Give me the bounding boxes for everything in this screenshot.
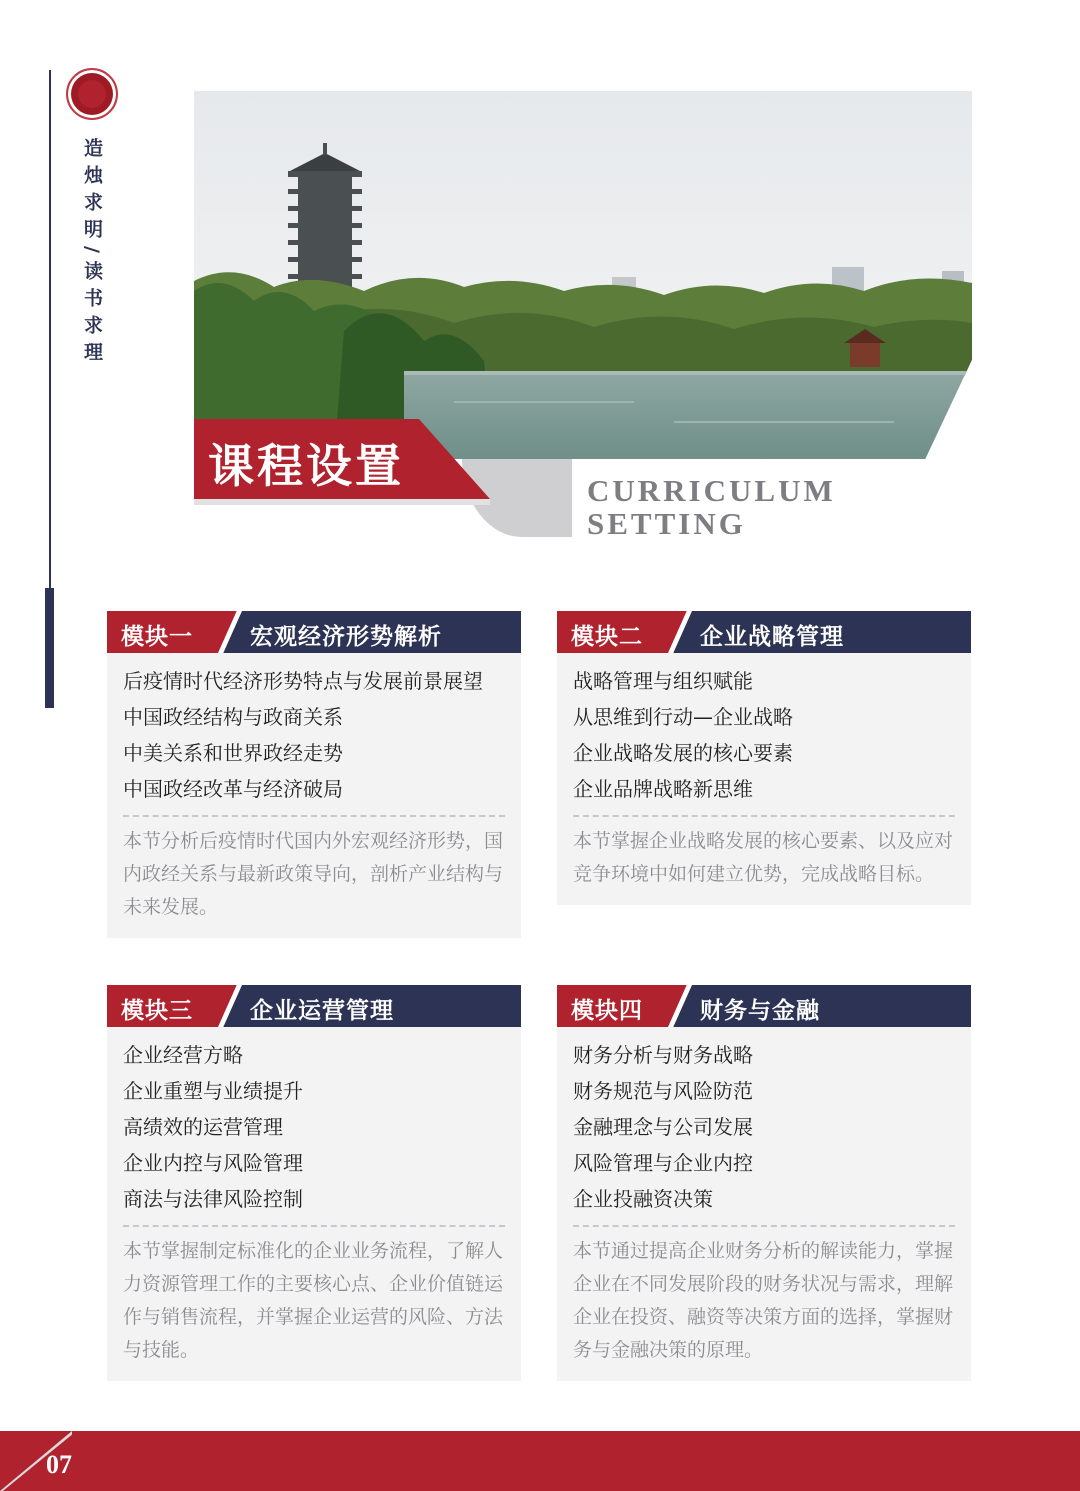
module-topic-list <box>557 1027 971 1217</box>
footer-band <box>0 1431 1080 1491</box>
list-item: 财务分析与财务战略 <box>573 1043 753 1067</box>
list-item: 后疫情时代经济形势特点与发展前景展望 <box>123 669 483 693</box>
list-item: 战略管理与组织赋能 <box>573 669 753 693</box>
module-card-3 <box>107 985 521 1381</box>
campus-lake-photo <box>194 91 972 459</box>
module-description: 本节分析后疫情时代国内外宏观经济形势，国内政经关系与最新政策导向，剖析产业结构与未来发展。 <box>123 830 504 918</box>
list-item: 企业重塑与业绩提升 <box>123 1079 303 1103</box>
module-description: 本节掌握企业战略发展的核心要素、以及应对竞争环境中如何建立优势，完成战略目标。 <box>573 830 954 885</box>
list-item: 企业品牌战略新思维 <box>573 777 753 801</box>
list-item: 风险管理与企业内控 <box>573 1151 753 1175</box>
list-item: 企业内控与风险管理 <box>123 1151 303 1175</box>
module-title: 财务与金融 <box>700 998 820 1024</box>
list-item: 金融理念与公司发展 <box>573 1115 753 1139</box>
section-title: 课程设置 <box>208 439 404 493</box>
section-title-english <box>587 474 836 540</box>
module-header <box>107 985 521 1027</box>
banner-shadow <box>194 499 490 505</box>
school-seal-logo <box>66 68 118 120</box>
list-item: 从思维到行动—企业战略 <box>573 705 793 729</box>
sidebar-accent-bar <box>45 588 54 708</box>
module-title: 企业运营管理 <box>250 998 394 1024</box>
module-tag: 模块二 <box>571 624 643 650</box>
list-item: 商法与法律风险控制 <box>123 1187 303 1211</box>
page-number: 07 <box>46 1450 72 1479</box>
english-line-1: CURRICULUM <box>587 473 836 508</box>
list-item: 中国政经结构与政商关系 <box>123 705 343 729</box>
module-card-2 <box>557 611 971 905</box>
module-header <box>107 611 521 653</box>
sidebar-rule <box>49 70 51 590</box>
module-header <box>557 985 971 1027</box>
module-tag: 模块三 <box>121 998 193 1024</box>
english-line-2: SETTING <box>587 506 746 541</box>
module-topic-list <box>557 653 971 807</box>
module-card-4 <box>557 985 971 1381</box>
list-item: 财务规范与风险防范 <box>573 1079 753 1103</box>
list-item: 企业经营方略 <box>123 1043 243 1067</box>
module-card-1 <box>107 611 521 938</box>
module-tag: 模块一 <box>121 624 193 650</box>
module-title: 企业战略管理 <box>700 624 844 650</box>
module-topic-list <box>107 1027 521 1217</box>
list-item: 中美关系和世界政经走势 <box>123 741 343 765</box>
list-item: 高绩效的运营管理 <box>123 1115 283 1139</box>
module-description: 本节掌握制定标准化的企业业务流程，了解人力资源管理工作的主要核心点、企业价值链运作与销售流程，并掌握企业运营的风险、方法与技能。 <box>123 1240 504 1361</box>
module-header <box>557 611 971 653</box>
module-topic-list <box>107 653 521 807</box>
list-item: 中国政经改革与经济破局 <box>123 777 343 801</box>
module-title: 宏观经济形势解析 <box>250 624 442 650</box>
sidebar-slogan: 造烛求明/读书求理 <box>81 138 103 369</box>
list-item: 企业投融资决策 <box>573 1187 713 1211</box>
list-item: 企业战略发展的核心要素 <box>573 741 793 765</box>
module-description: 本节通过提高企业财务分析的解读能力，掌握企业在不同发展阶段的财务状况与需求，理解企业在投资、融资等决策方面的选择，掌握财务与金融决策的原理。 <box>573 1240 954 1361</box>
module-tag: 模块四 <box>571 998 643 1024</box>
